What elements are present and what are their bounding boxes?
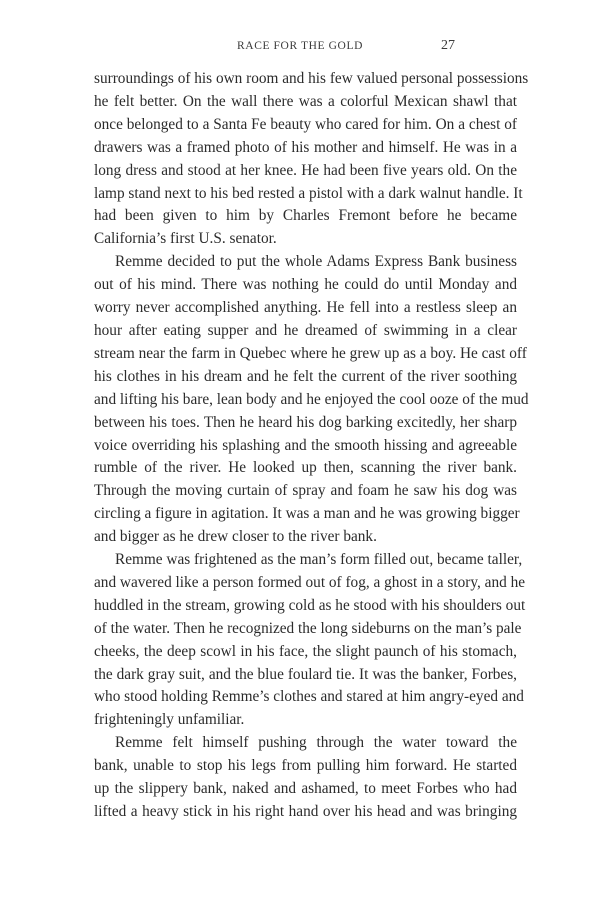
text-line: stream near the farm in Quebec where he grew up as a boy. He cast off: [94, 344, 527, 362]
text-line: bank, unable to stop his legs from pulling him forward. He started: [94, 757, 517, 775]
text-line: and lifting his bare, lean body and he enjoyed the cool ooze of the mud: [94, 390, 529, 408]
text-line: had been given to him by Charles Fremont before he became: [94, 207, 517, 225]
text-line: surroundings of his own room and his few valued personal possessions: [94, 70, 529, 87]
text-line: of the water. Then he recognized the long sideburns on the man’s pale: [94, 619, 522, 637]
text-line: voice overriding his splashing and the smooth hissing and agreeable: [94, 436, 517, 454]
page-number: 27: [441, 38, 455, 53]
text-line: between his toes. Then he heard his dog barking excitedly, her sharp: [94, 413, 517, 431]
text-line: huddled in the stream, growing cold as he stood with his shoulders out: [94, 596, 526, 614]
text-line: up the slippery bank, naked and ashamed, to meet Forbes who had: [94, 780, 517, 798]
running-title: RACE FOR THE GOLD: [237, 40, 363, 52]
text-line: rumble of the river. He looked up then, scanning the river bank.: [94, 459, 517, 477]
paragraph: [94, 549, 526, 732]
text-line: California’s first U.S. senator.: [94, 230, 277, 248]
text-line: his clothes in his dream and he felt the current of the river soothing: [94, 367, 517, 385]
text-line: frighteningly unfamiliar.: [94, 711, 245, 729]
text-line: hour after eating supper and he dreamed of swimming in a clear: [94, 321, 517, 339]
running-head: [0, 38, 600, 58]
text-line: Remme decided to put the whole Adams Express Bank business: [115, 253, 517, 271]
text-line: he felt better. On the wall there was a colorful Mexican shawl that: [94, 92, 517, 110]
text-line: drawers was a framed photo of his mother and himself. He was in a: [94, 138, 517, 156]
text-line: long dress and stood at her knee. He had been five years old. On the: [94, 161, 517, 179]
text-line: cheeks, the deep scowl in his face, the slight paunch of his stomach,: [94, 642, 517, 660]
text-line: and wavered like a person formed out of fog, a ghost in a story, and he: [94, 573, 526, 591]
paragraph: [94, 251, 529, 549]
text-line: lamp stand next to his bed rested a pistol with a dark walnut handle. It: [94, 184, 523, 202]
text-line: Remme felt himself pushing through the water toward the: [115, 734, 517, 752]
text-line: the dark gray suit, and the blue foulard tie. It was the banker, Forbes,: [94, 665, 517, 683]
body-text: [94, 68, 529, 824]
text-line: Through the moving curtain of spray and foam he saw his dog was: [94, 482, 517, 500]
text-line: worry never accomplished anything. He fell into a restless sleep an: [94, 299, 517, 317]
text-line: Remme was frightened as the man’s form filled out, became taller,: [115, 551, 523, 569]
text-line: circling a figure in agitation. It was a man and he was growing bigger: [94, 505, 520, 523]
text-line: and bigger as he drew closer to the river bank.: [94, 528, 377, 546]
text-line: out of his mind. There was nothing he could do until Monday and: [94, 276, 517, 294]
paragraph: [94, 732, 517, 824]
text-line: lifted a heavy stick in his right hand over his head and was bringing: [94, 803, 517, 820]
paragraph-continuation: [94, 68, 529, 251]
text-line: who stood holding Remme’s clothes and stared at him angry-eyed and: [94, 688, 524, 706]
text-line: once belonged to a Santa Fe beauty who cared for him. On a chest of: [94, 115, 517, 133]
